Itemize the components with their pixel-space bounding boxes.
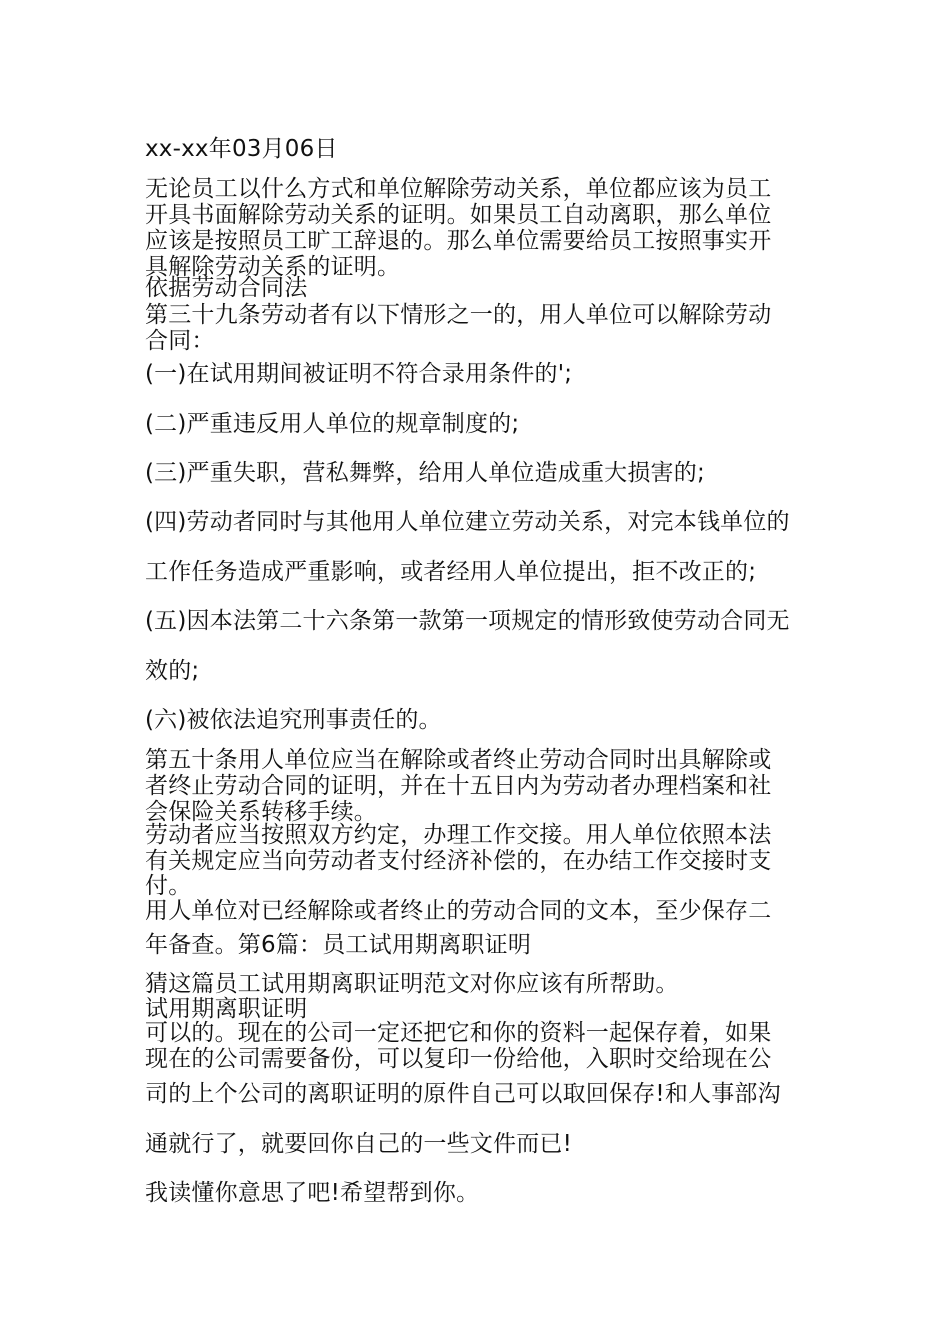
document-date: xx-xx年03月06日 — [145, 136, 338, 162]
text-line: 有关规定应当向劳动者支付经济补偿的，在办结工作交接时支 — [145, 848, 772, 874]
text-line: 猜这篇员工试用期离职证明范文对你应该有所帮助。 — [145, 971, 679, 997]
list-item: (五)因本法第二十六条第一款第一项规定的情形致使劳动合同无 — [145, 608, 790, 634]
text-line: 者终止劳动合同的证明，并在十五日内为劳动者办理档案和社 — [145, 773, 772, 799]
text-line: 用人单位对已经解除或者终止的劳动合同的文本，至少保存二 — [145, 898, 772, 924]
text-line: 无论员工以什么方式和单位解除劳动关系，单位都应该为员工 — [145, 176, 772, 202]
text-line: 第五十条用人单位应当在解除或者终止劳动合同时出具解除或 — [145, 747, 772, 773]
text-line: 会保险关系转移手续。 — [145, 799, 377, 825]
text-line: 年备查。第6篇：员工试用期离职证明 — [145, 932, 532, 958]
list-item-continued: 效的; — [145, 658, 200, 684]
list-item: (六)被依法追究刑事责任的。 — [145, 707, 442, 733]
text-line: 开具书面解除劳动关系的证明。如果员工自动离职，那么单位 — [145, 202, 772, 228]
list-item: (四)劳动者同时与其他用人单位建立劳动关系，对完本钱单位的 — [145, 509, 790, 535]
list-item: (二)严重违反用人单位的规章制度的; — [145, 411, 520, 437]
text-line: 通就行了，就要回你自己的一些文件而已! — [145, 1131, 573, 1157]
text-line: 合同： — [145, 328, 215, 354]
text-line: 具解除劳动关系的证明。 — [145, 254, 401, 280]
text-line: 应该是按照员工旷工辞退的。那么单位需要给员工按照事实开 — [145, 228, 772, 254]
list-item: (三)严重失职，营私舞弊，给用人单位造成重大损害的; — [145, 460, 705, 486]
list-item-continued: 工作任务造成严重影响，或者经用人单位提出，拒不改正的; — [145, 559, 757, 585]
text-line: 可以的。现在的公司一定还把它和你的资料一起保存着，如果 — [145, 1020, 772, 1046]
text-line: 司的上个公司的离职证明的原件自己可以取回保存!和人事部沟 — [145, 1081, 781, 1107]
section-heading: 试用期离职证明 — [145, 996, 308, 1022]
text-line: 现在的公司需要备份，可以复印一份给他，入职时交给现在公 — [145, 1046, 772, 1072]
text-line: 第三十九条劳动者有以下情形之一的，用人单位可以解除劳动 — [145, 302, 772, 328]
text-line: 付。 — [145, 873, 192, 899]
text-line: 我读懂你意思了吧!希望帮到你。 — [145, 1180, 480, 1206]
section-heading: 依据劳动合同法 — [145, 275, 308, 301]
list-item: (一)在试用期间被证明不符合录用条件的'; — [145, 361, 573, 387]
text-line: 劳动者应当按照双方约定，办理工作交接。用人单位依照本法 — [145, 822, 772, 848]
